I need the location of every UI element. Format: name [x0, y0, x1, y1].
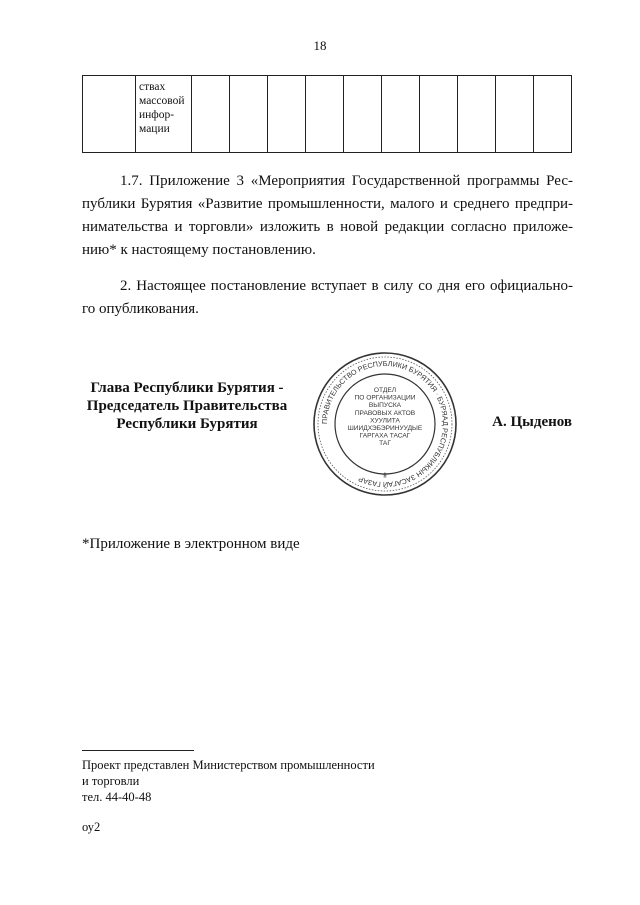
- svg-text:⚜: ⚜: [381, 471, 389, 480]
- continuation-table: [82, 75, 572, 153]
- table-cell-empty: [420, 76, 458, 153]
- seal-inner-line: ШИИДХЭБЭРИНУУДЫЕ: [347, 425, 423, 432]
- paragraph-line: нимательства и торговли» изложить в новой редакции согласно приложе-: [82, 219, 573, 235]
- table-cell-line: массовой: [139, 95, 185, 107]
- paragraph-line: нию* к настоящему постановлению.: [82, 242, 316, 258]
- table-cell-empty: [306, 76, 344, 153]
- signatory-title-line: Республики Бурятия: [116, 416, 258, 432]
- footnote-divider: [82, 750, 194, 751]
- signatory-title-line: Глава Республики Бурятия -: [90, 380, 284, 396]
- seal-inner-line: ПРАВОВЫХ АКТОВ: [354, 409, 416, 417]
- svg-text:ПРАВИТЕЛЬСТВО РЕСПУБЛИКИ БУРЯТ: ПРАВИТЕЛЬСТВО РЕСПУБЛИКИ БУРЯТИЯ · БУРЯАД РЕСПУБЛИКЫН ЗАСАГАЙ ГАЗАР: [319, 358, 451, 490]
- appendix-note: *Приложение в электронном виде: [82, 536, 300, 552]
- footnote-line: Проект представлен Министерством промышленности: [82, 758, 375, 772]
- table-cell-empty: [458, 76, 496, 153]
- seal-inner-line: ГАРГАХА ТАСАГ: [359, 432, 411, 440]
- seal-inner-line: ОТДЕЛ: [373, 387, 397, 394]
- paragraph-line: 1.7. Приложение 3 «Мероприятия Государственной программы Рес-: [120, 173, 573, 189]
- paragraph-line: публики Бурятия «Развитие промышленности, малого и среднего предпри-: [82, 196, 573, 212]
- table-cell-empty: [192, 76, 230, 153]
- footnote: [82, 757, 375, 805]
- seal-inner-line: ПО ОРГАНИЗАЦИИ: [354, 394, 416, 402]
- footnote-line: и торговли: [82, 774, 140, 788]
- table-cell-empty: [496, 76, 534, 153]
- table-row: [83, 76, 572, 153]
- seal-inner-line: ТАГ: [379, 440, 391, 448]
- table-cell-text: [136, 76, 192, 153]
- paragraph-2: [82, 275, 573, 321]
- table-cell-line: ствах: [139, 81, 166, 93]
- signatory-name: А. Цыденов: [492, 414, 572, 430]
- table-cell-empty: [230, 76, 268, 153]
- table-cell-empty: [344, 76, 382, 153]
- page-number: 18: [313, 38, 327, 53]
- table-cell-empty: [83, 76, 136, 153]
- paragraph-line: 2. Настоящее постановление вступает в силу со дня его официально-: [120, 278, 573, 294]
- table-cell-line: инфор-: [139, 109, 175, 121]
- paragraph-1-7: [82, 170, 573, 262]
- official-seal: [312, 351, 458, 497]
- seal-inner-line: ХУУЛИТА: [370, 417, 400, 425]
- paragraph-line: го опубликования.: [82, 301, 199, 317]
- signatory-title-line: Председатель Правительства: [86, 398, 288, 414]
- signatory-title: [82, 379, 292, 433]
- table-cell-line: мации: [139, 123, 170, 135]
- table-cell-empty: [534, 76, 572, 153]
- document-code: оу2: [82, 820, 101, 834]
- seal-inner-line: ВЫПУСКА: [368, 402, 402, 410]
- table-cell-empty: [382, 76, 420, 153]
- table-cell-empty: [268, 76, 306, 153]
- footnote-line: тел. 44-40-48: [82, 790, 152, 804]
